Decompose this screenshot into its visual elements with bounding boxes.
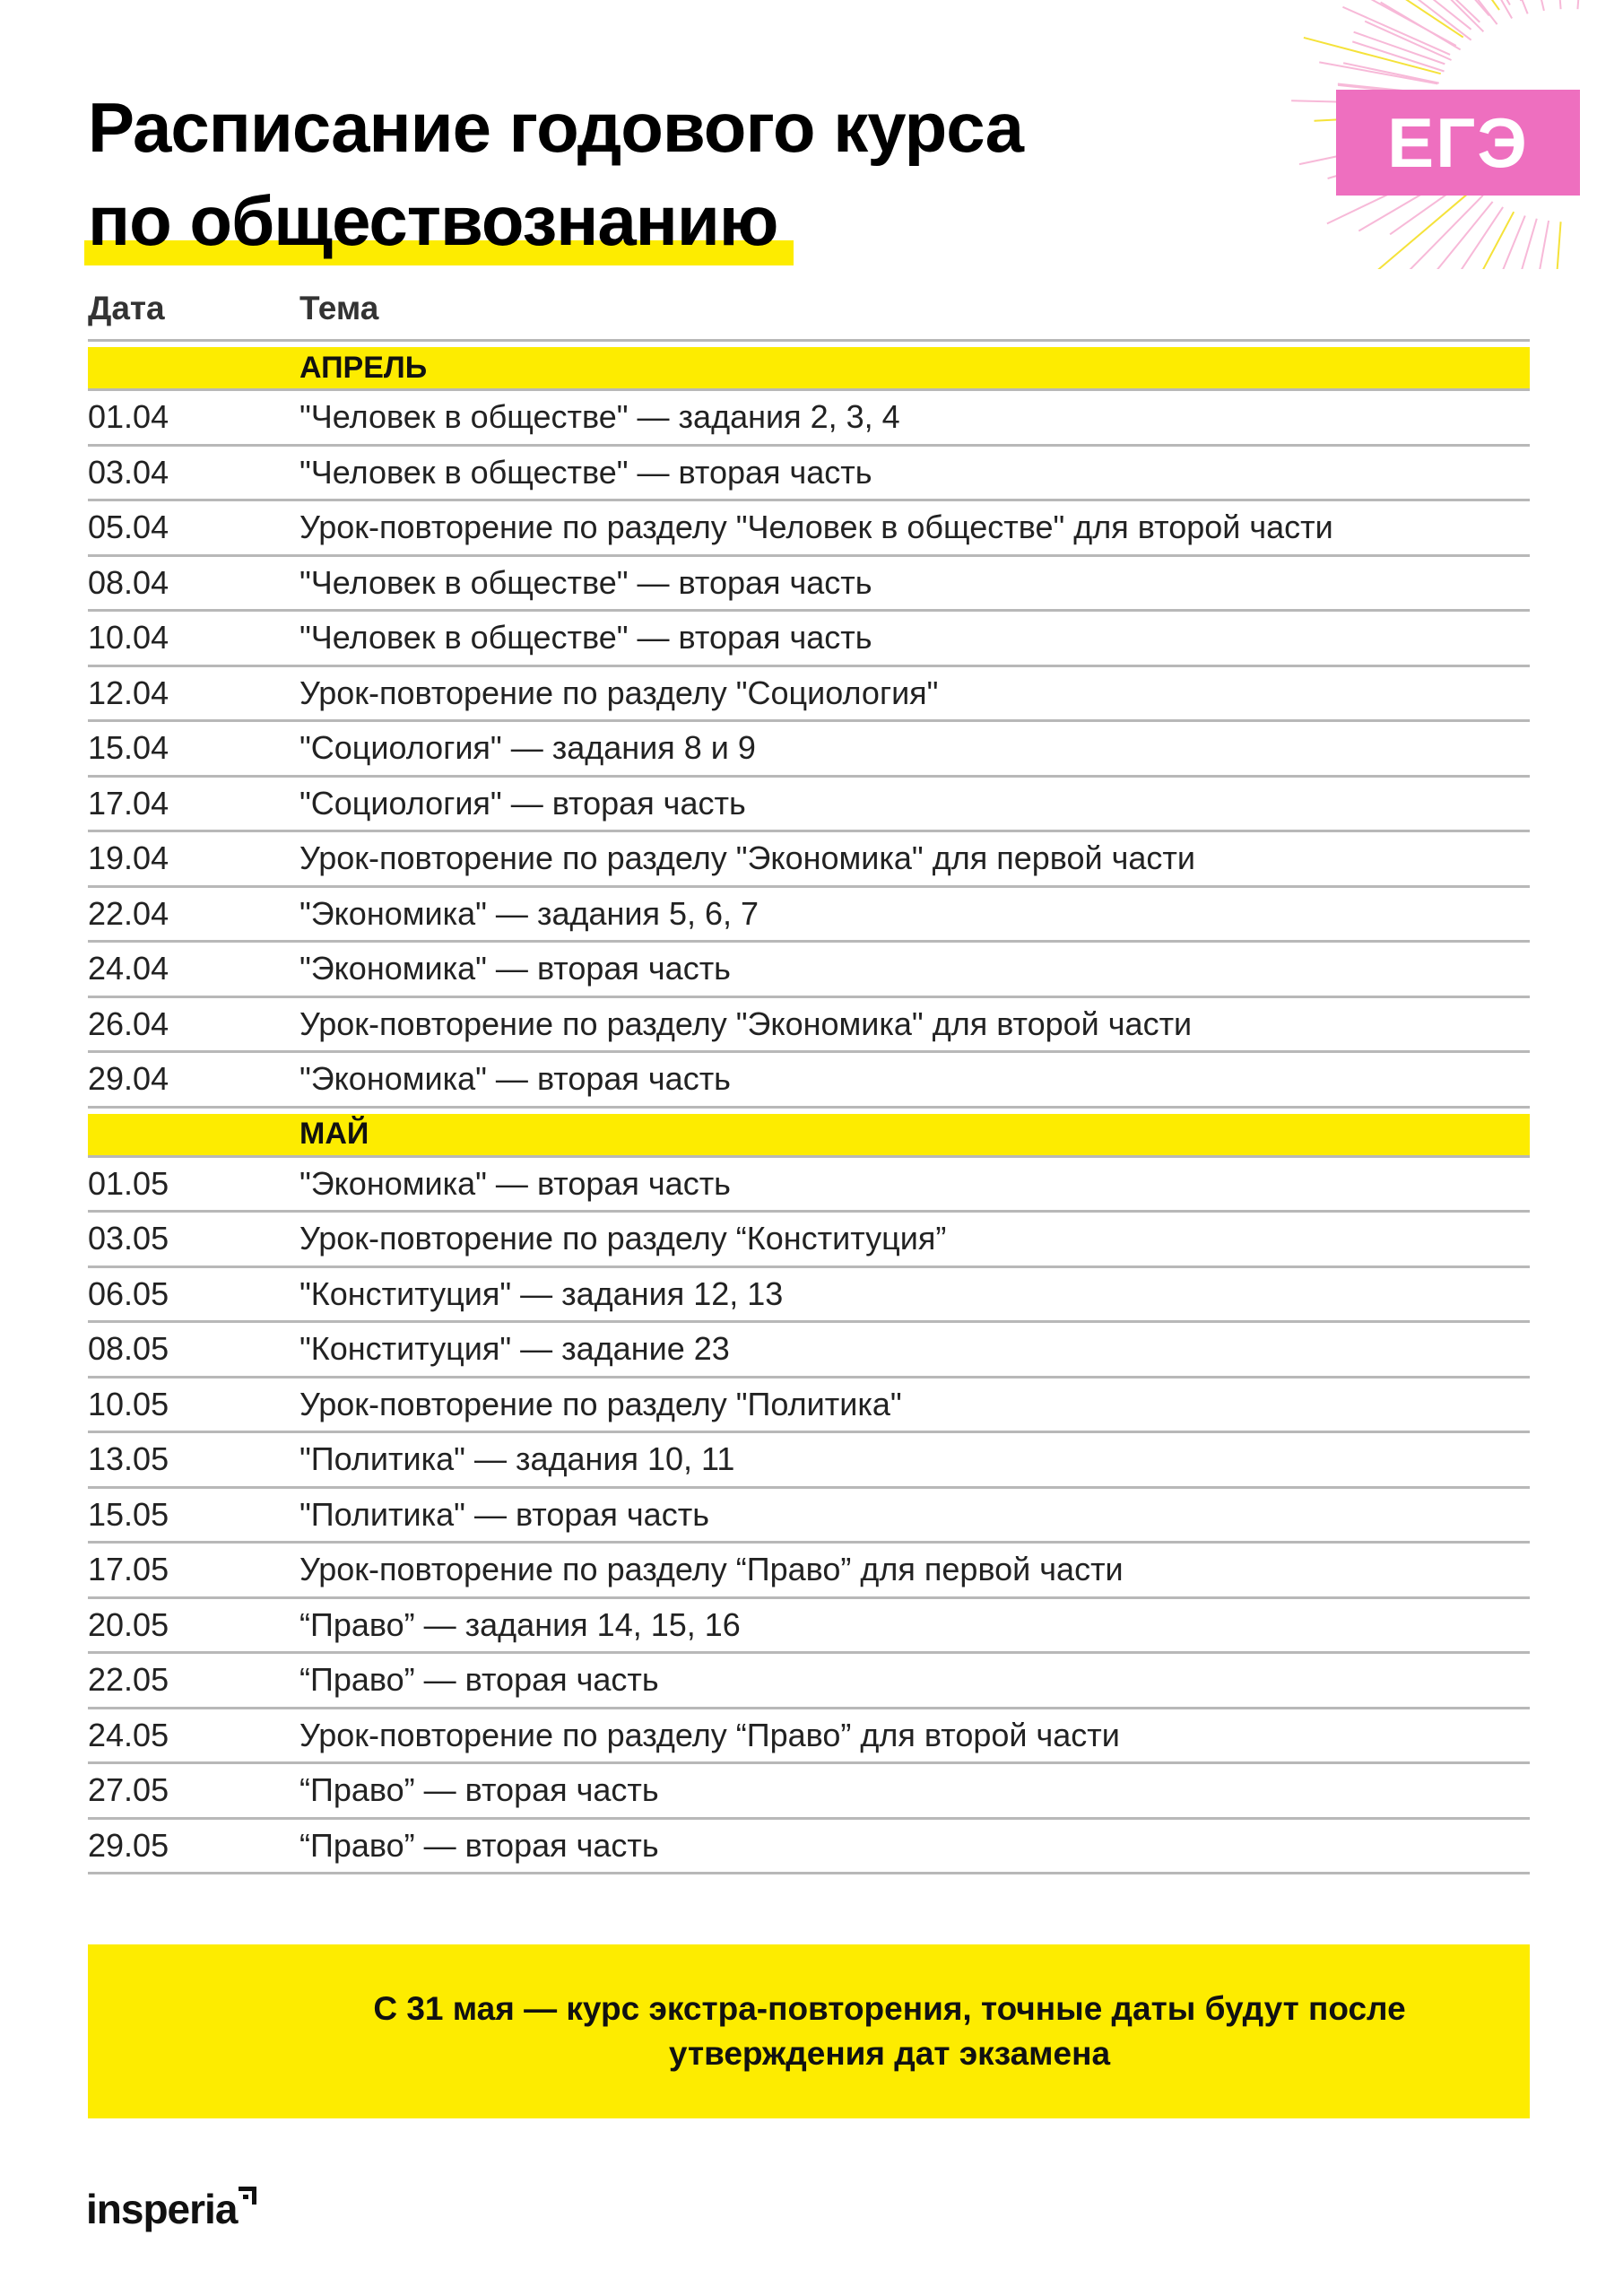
- title-line-2: по обществознанию: [88, 174, 777, 267]
- table-body: [88, 347, 1530, 1874]
- row-date: 27.05: [88, 1771, 169, 1809]
- sunburst-ray: [1343, 63, 1439, 83]
- table-row: [88, 1709, 1530, 1765]
- sunburst-ray: [1555, 0, 1561, 9]
- month-label: АПРЕЛЬ: [299, 350, 428, 385]
- row-topic: "Социология" — вторая часть: [299, 784, 746, 822]
- sunburst-ray: [1445, 0, 1497, 24]
- row-date: 12.04: [88, 674, 169, 711]
- row-date: 01.05: [88, 1164, 169, 1202]
- column-header-topic: Тема: [299, 290, 379, 326]
- row-topic: “Право” — вторая часть: [299, 1661, 659, 1699]
- schedule-table: [88, 278, 1530, 1874]
- row-date: 20.05: [88, 1605, 169, 1643]
- row-topic: Урок-повторение по разделу "Политика": [299, 1385, 902, 1422]
- corner-bracket-icon: [235, 2183, 260, 2208]
- row-date: 26.04: [88, 1004, 169, 1042]
- sunburst-ray: [1383, 0, 1471, 30]
- notice-text: С 31 мая — курс экстра-повторения, точные даты будут после утверждения дат экзамена: [373, 1990, 1406, 2072]
- row-topic: "Политика" — задания 10, 11: [299, 1440, 735, 1478]
- table-row: [88, 447, 1530, 502]
- table-row: [88, 1053, 1530, 1109]
- sunburst-ray: [1405, 196, 1483, 269]
- row-date: 29.05: [88, 1826, 169, 1864]
- table-row: [88, 722, 1530, 778]
- row-topic: "Конституция" — задание 23: [299, 1330, 730, 1368]
- table-row: [88, 557, 1530, 613]
- row-topic: "Экономика" — вторая часть: [299, 1060, 731, 1098]
- row-date: 03.04: [88, 453, 169, 491]
- row-date: 08.05: [88, 1330, 169, 1368]
- sunburst-ray: [1486, 0, 1521, 1]
- table-row: [88, 612, 1530, 667]
- table-row: [88, 998, 1530, 1054]
- table-row: [88, 943, 1530, 998]
- table-row: [88, 667, 1530, 723]
- table-row: [88, 1764, 1530, 1820]
- table-row: [88, 391, 1530, 447]
- row-date: 15.05: [88, 1495, 169, 1533]
- table-row: [88, 1820, 1530, 1875]
- row-topic: "Экономика" — задания 5, 6, 7: [299, 894, 759, 932]
- row-topic: “Право” — вторая часть: [299, 1826, 659, 1864]
- table-row: [88, 778, 1530, 833]
- notice-box: [88, 1944, 1530, 2118]
- row-topic: Урок-повторение по разделу "Экономика" для второй части: [299, 1004, 1193, 1042]
- sunburst-ray: [1577, 0, 1584, 9]
- row-topic: Урок-повторение по разделу “Конституция”: [299, 1220, 947, 1257]
- row-topic: Урок-повторение по разделу “Право” для первой части: [299, 1551, 1124, 1588]
- row-date: 17.04: [88, 784, 169, 822]
- table-row: [88, 1158, 1530, 1213]
- exam-badge: ЕГЭ: [1336, 90, 1580, 196]
- row-topic: "Политика" — вторая часть: [299, 1495, 709, 1533]
- row-topic: "Человек в обществе" — задания 2, 3, 4: [299, 398, 900, 436]
- row-topic: Урок-повторение по разделу "Человек в обществе" для второй части: [299, 509, 1333, 546]
- sunburst-ray: [1525, 0, 1544, 11]
- row-date: 22.05: [88, 1661, 169, 1699]
- row-date: 19.04: [88, 839, 169, 877]
- table-row: [88, 1599, 1530, 1655]
- row-topic: "Человек в обществе" — вторая часть: [299, 453, 872, 491]
- month-row: [88, 347, 1530, 391]
- row-date: 13.05: [88, 1440, 169, 1478]
- table-row: [88, 832, 1530, 888]
- row-date: 06.05: [88, 1274, 169, 1312]
- row-topic: "Конституция" — задания 12, 13: [299, 1274, 784, 1312]
- row-topic: "Человек в обществе" — вторая часть: [299, 563, 872, 601]
- row-topic: Урок-повторение по разделу "Экономика" для первой части: [299, 839, 1195, 877]
- row-date: 29.04: [88, 1060, 169, 1098]
- sunburst-ray: [1555, 222, 1561, 269]
- row-date: 10.05: [88, 1385, 169, 1422]
- row-date: 10.04: [88, 619, 169, 657]
- month-label: МАЙ: [299, 1117, 369, 1151]
- row-date: 17.05: [88, 1551, 169, 1588]
- table-row: [88, 888, 1530, 944]
- row-topic: "Человек в обществе" — вторая часть: [299, 619, 872, 657]
- title-line-1: Расписание годового курса: [88, 88, 1023, 167]
- row-topic: Урок-повторение по разделу “Право” для второй части: [299, 1716, 1120, 1753]
- row-date: 05.04: [88, 509, 169, 546]
- row-date: 08.04: [88, 563, 169, 601]
- row-topic: "Социология" — задания 8 и 9: [299, 729, 756, 767]
- table-header: [88, 278, 1530, 342]
- row-date: 15.04: [88, 729, 169, 767]
- month-row: [88, 1114, 1530, 1158]
- row-date: 22.04: [88, 894, 169, 932]
- row-date: 03.05: [88, 1220, 169, 1257]
- row-date: 01.04: [88, 398, 169, 436]
- sunburst-ray: [1530, 221, 1549, 269]
- table-row: [88, 1323, 1530, 1378]
- table-row: [88, 1654, 1530, 1709]
- table-row: [88, 1433, 1530, 1489]
- row-date: 24.05: [88, 1716, 169, 1753]
- row-topic: Урок-повторение по разделу "Социология": [299, 674, 939, 711]
- insperia-logo: insperia: [86, 2186, 238, 2232]
- sunburst-ray: [1432, 207, 1503, 269]
- table-row: [88, 1489, 1530, 1544]
- table-row: [88, 1378, 1530, 1434]
- sunburst-ray: [1319, 62, 1437, 83]
- column-header-date: Дата: [88, 290, 165, 326]
- table-row: [88, 1268, 1530, 1324]
- row-topic: “Право” — задания 14, 15, 16: [299, 1605, 741, 1643]
- row-topic: "Экономика" — вторая часть: [299, 950, 731, 987]
- page-title: [88, 81, 1023, 267]
- row-date: 24.04: [88, 950, 169, 987]
- sunburst-ray: [1335, 0, 1456, 46]
- table-row: [88, 501, 1530, 557]
- row-topic: "Экономика" — вторая часть: [299, 1164, 731, 1202]
- row-topic: “Право” — вторая часть: [299, 1771, 659, 1809]
- table-row: [88, 1544, 1530, 1599]
- table-row: [88, 1213, 1530, 1268]
